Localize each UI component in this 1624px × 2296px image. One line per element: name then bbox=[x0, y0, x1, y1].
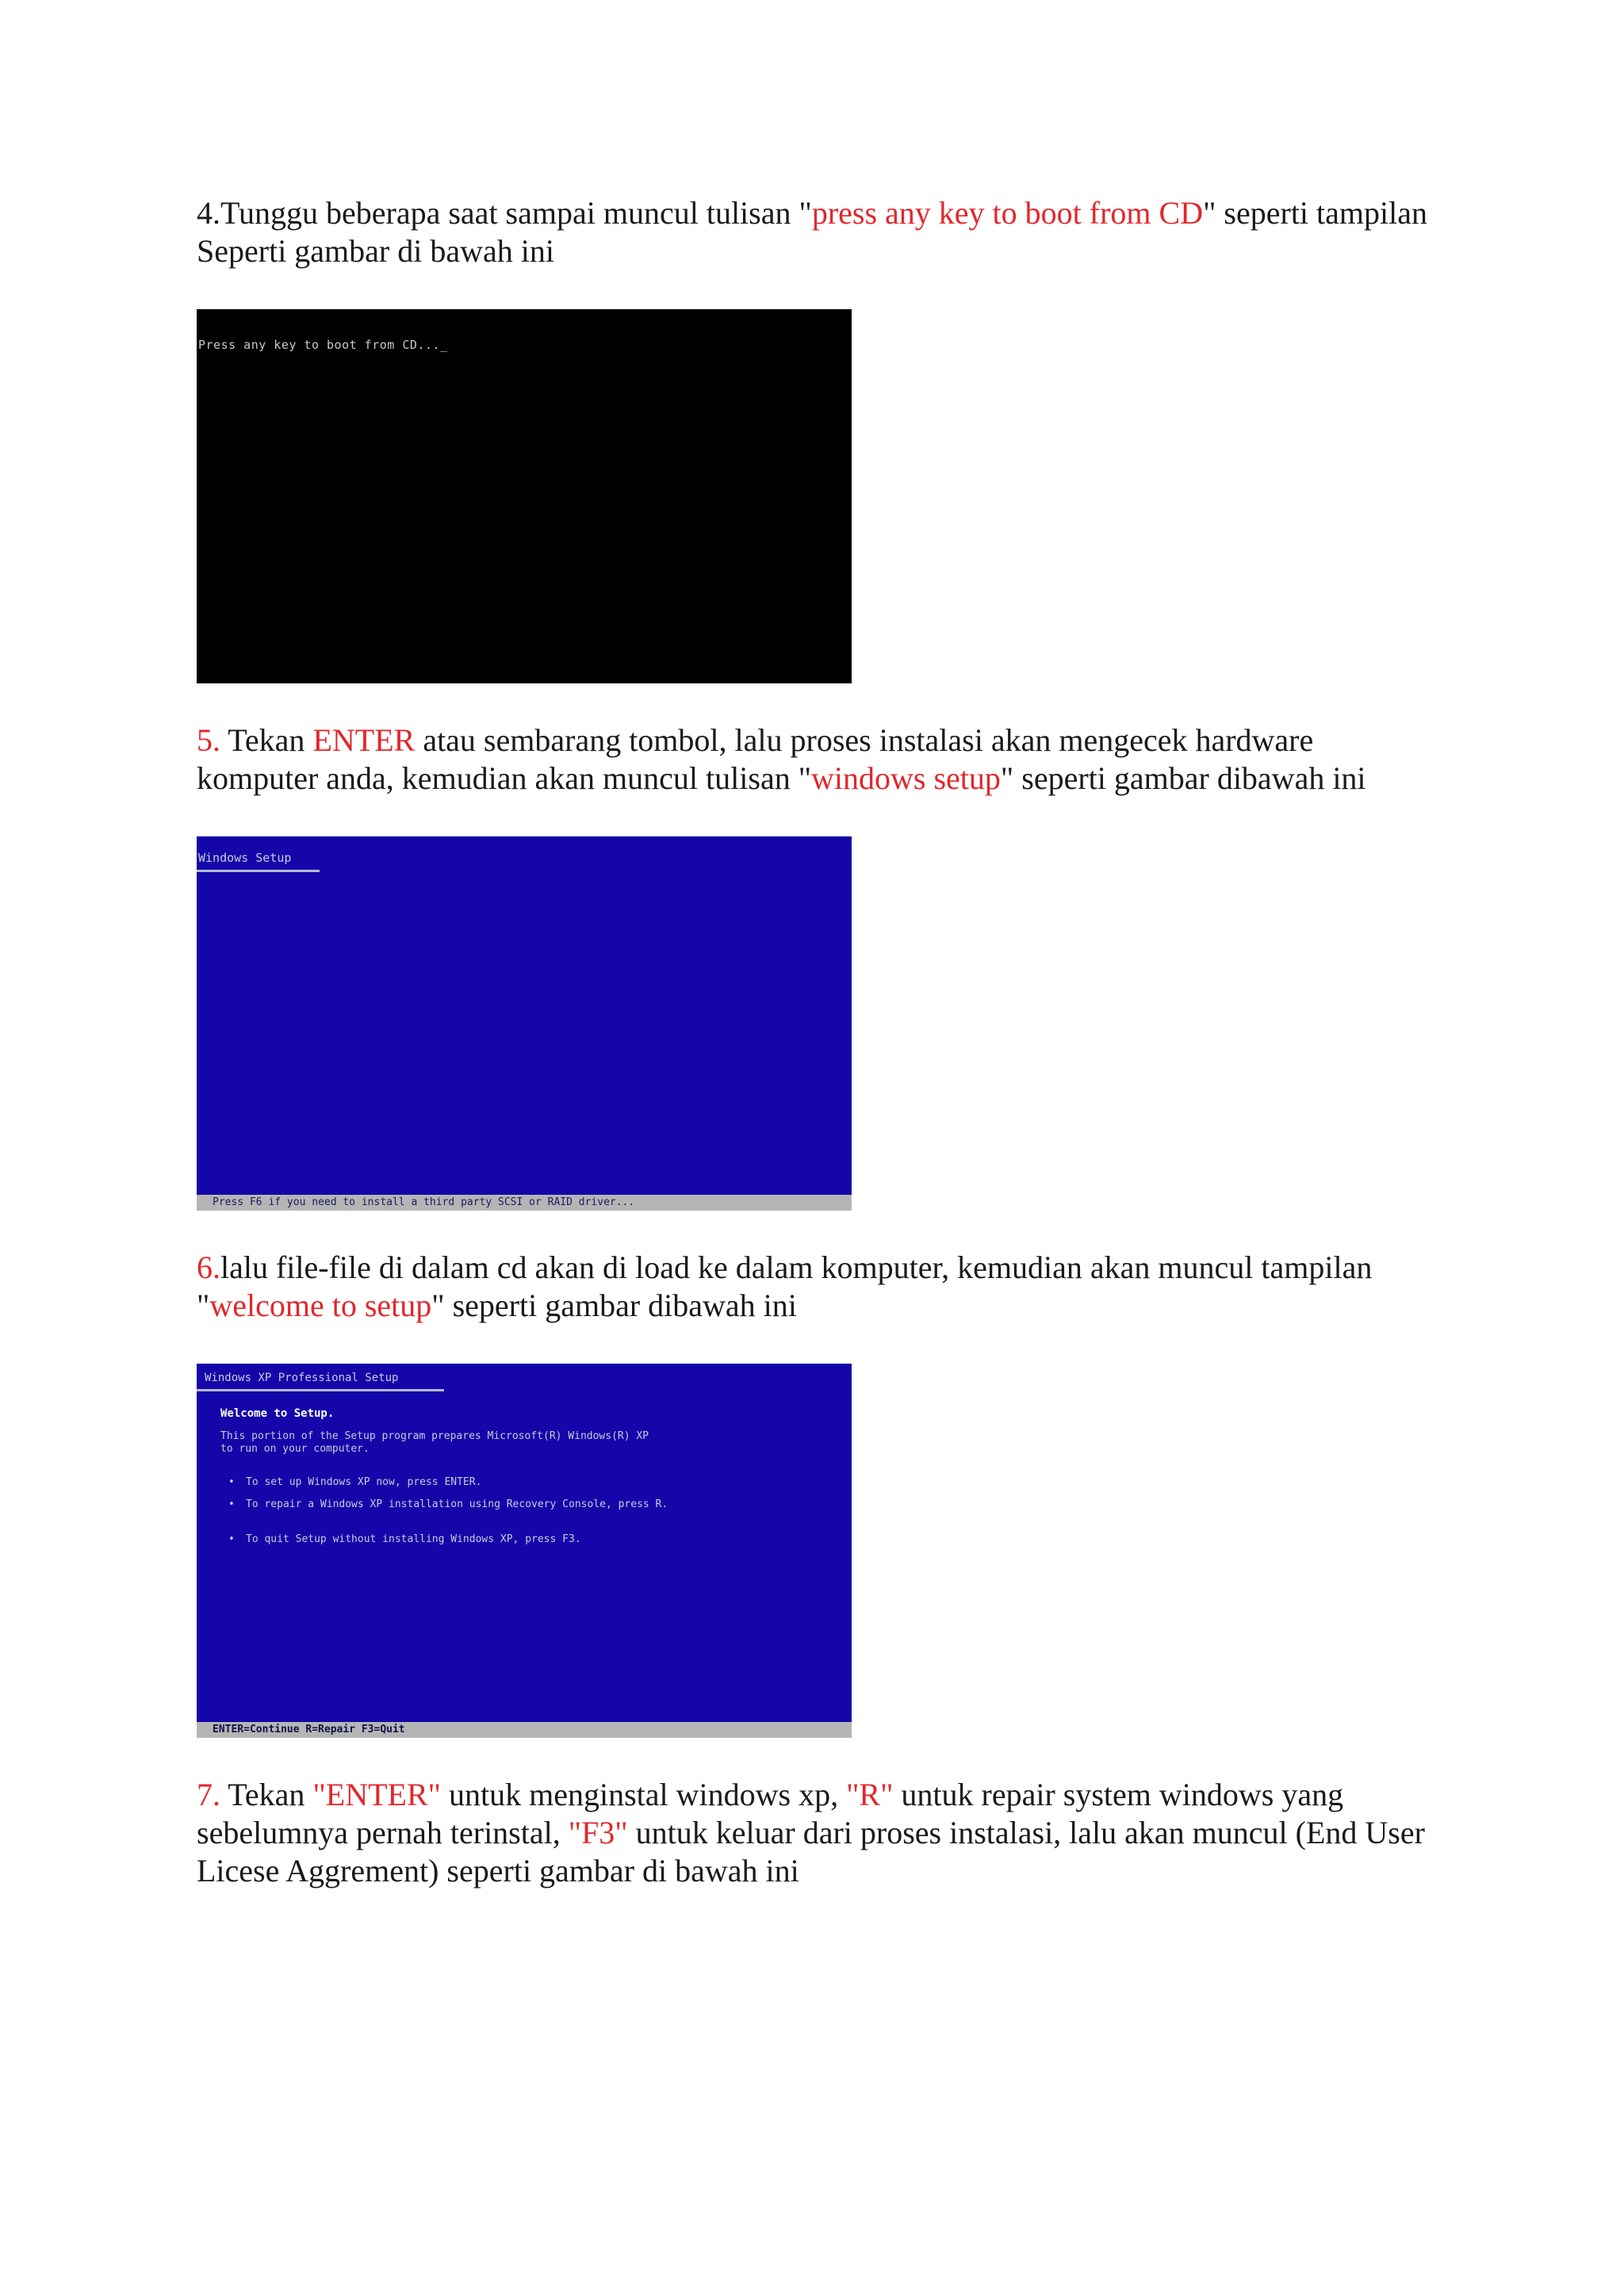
welcome-status-bar: ENTER=Continue R=Repair F3=Quit bbox=[197, 1722, 852, 1738]
step-4-paragraph bbox=[197, 194, 1434, 270]
welcome-option-enter bbox=[228, 1476, 674, 1489]
step-7-text: Tekan bbox=[220, 1777, 313, 1812]
option-text: To repair a Windows XP installation using Recovery Console, press R. bbox=[246, 1498, 668, 1510]
step-5-text-3: " seperti gambar dibawah ini bbox=[1000, 760, 1366, 796]
step-5-text: Tekan bbox=[220, 722, 313, 758]
step-7-number: 7. bbox=[197, 1777, 220, 1812]
step-7-highlight-r: "R" bbox=[846, 1777, 894, 1812]
option-text: To set up Windows XP now, press ENTER. bbox=[246, 1476, 482, 1488]
step-5-number: 5. bbox=[197, 722, 220, 758]
step-6-number: 6. bbox=[197, 1249, 220, 1285]
step-6-text-2: " seperti gambar dibawah ini bbox=[431, 1288, 797, 1323]
step-5-text-2: atau sembarang tombol, lalu proses instalasi akan mengecek hardware komputer anda, kemudian akan muncul tulisan " bbox=[197, 722, 1314, 796]
welcome-option-repair bbox=[228, 1498, 674, 1511]
windows-setup-screenshot bbox=[197, 836, 852, 1211]
option-text: To quit Setup without installing Windows XP, press F3. bbox=[246, 1533, 581, 1545]
step-6-highlight-welcome: welcome to setup bbox=[209, 1288, 432, 1323]
boot-prompt-text: Press any key to boot from CD..._ bbox=[198, 338, 448, 352]
step-5-highlight-setup: windows setup bbox=[811, 760, 1001, 796]
step-4-text: 4.Tunggu beberapa saat sampai muncul tulisan " bbox=[197, 195, 812, 231]
boot-screenshot bbox=[197, 309, 852, 683]
step-6-text: lalu file-file di dalam cd akan di load ke dalam komputer, kemudian akan muncul tampilan " bbox=[197, 1249, 1373, 1323]
welcome-title-underline bbox=[197, 1389, 444, 1391]
step-7-text-3: untuk repair system windows yang sebelumnya pernah terinstal, bbox=[197, 1777, 1344, 1850]
step-5-paragraph bbox=[197, 721, 1434, 798]
bullet-icon: • bbox=[228, 1476, 235, 1488]
welcome-option-quit bbox=[228, 1533, 674, 1546]
bullet-icon: • bbox=[228, 1498, 235, 1510]
setup-status-bar: Press F6 if you need to install a third party SCSI or RAID driver... bbox=[197, 1195, 852, 1211]
step-5-highlight-enter: ENTER bbox=[312, 722, 416, 758]
step-7-text-4: untuk keluar dari proses instalasi, lalu akan muncul (End User Licese Aggrement) seperti gambar di bawah ini bbox=[197, 1815, 1425, 1888]
welcome-heading: Welcome to Setup. bbox=[220, 1407, 335, 1420]
step-4-highlight: press any key to boot from CD bbox=[811, 195, 1204, 231]
step-7-paragraph bbox=[197, 1776, 1434, 1890]
step-4-text-end: " seperti tampilan Seperti gambar di bawah ini bbox=[197, 195, 1428, 269]
setup-screen-title: Windows Setup bbox=[198, 851, 292, 865]
setup-title-underline bbox=[197, 870, 320, 872]
step-7-text-2: untuk menginstal windows xp, bbox=[440, 1777, 847, 1812]
step-6-paragraph bbox=[197, 1249, 1434, 1325]
welcome-setup-screenshot bbox=[197, 1364, 852, 1738]
welcome-screen-title: Windows XP Professional Setup bbox=[205, 1372, 399, 1384]
step-7-highlight-f3: "F3" bbox=[568, 1815, 628, 1850]
bullet-icon: • bbox=[228, 1533, 235, 1545]
step-7-highlight-enter: "ENTER" bbox=[312, 1777, 441, 1812]
welcome-intro-text: This portion of the Setup program prepares Microsoft(R) Windows(R) XP to run on your computer. bbox=[220, 1430, 649, 1455]
